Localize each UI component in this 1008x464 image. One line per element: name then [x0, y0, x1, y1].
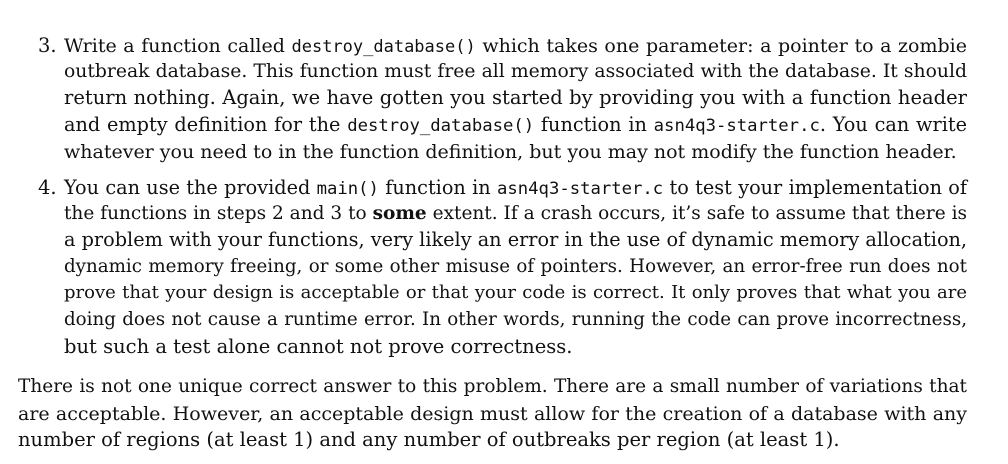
item-3-line-5: whatever you need to in the function definition, but you may not modify the function header.: [64, 141, 957, 163]
item-4-line-6: doing does not cause a runtime error. In other words, running the code can prove incorrectness,: [64, 309, 967, 330]
closing-line-2: are acceptable. However, an acceptable design must allow for the creation of a database with any: [18, 403, 967, 425]
item-4-line-7: but such a test alone cannot not prove correctness.: [64, 335, 573, 358]
closing-line-3: number of regions (at least 1) and any number of outbreaks per region (at least 1).: [18, 428, 840, 451]
text: . You can write: [819, 113, 967, 136]
item-3-number: 3.: [38, 34, 57, 57]
text: function in: [534, 113, 654, 136]
item-3-line-1: [64, 33, 967, 59]
text: to test your implementation of: [663, 176, 968, 199]
item-3-line-3: return nothing. Again, we have gotten you started by providing you with a function header: [64, 86, 967, 109]
inline-code: destroy_database(): [347, 116, 535, 136]
item-4-line-1: [64, 175, 967, 201]
text: You can use the provided: [64, 176, 317, 199]
text: and empty definition for the: [64, 113, 348, 136]
item-4-number: 4.: [38, 176, 57, 199]
inline-code: asn4q3-starter.c: [653, 116, 820, 136]
inline-code: main(): [316, 179, 379, 199]
text: extent. If a crash occurs, it’s safe to assume that there is: [426, 203, 967, 224]
item-4-line-5: prove that your design is acceptable or that your code is correct. It only proves that what you are: [64, 282, 967, 303]
bold-text: some: [372, 203, 427, 224]
inline-code: asn4q3-starter.c: [497, 179, 664, 199]
text: the functions in steps 2 and 3 to: [64, 203, 373, 224]
item-3-line-2: outbreak database. This function must free all memory associated with the database. It should: [64, 61, 967, 82]
item-3-line-4: [64, 112, 967, 138]
text: function in: [378, 176, 498, 199]
closing-line-1: There is not one unique correct answer to this problem. There are a small number of variations that: [18, 376, 967, 397]
inline-code: destroy_database(): [291, 37, 476, 57]
text: Write a function called: [64, 35, 292, 57]
item-4-line-3: a problem with your functions, very likely an error in the use of dynamic memory allocation,: [64, 228, 968, 251]
text: which takes one parameter: a pointer to a zombie: [475, 35, 967, 57]
item-4-line-4: dynamic memory freeing, or some other misuse of pointers. However, an error-free run does not: [64, 256, 967, 277]
item-4-line-2: [64, 201, 967, 227]
